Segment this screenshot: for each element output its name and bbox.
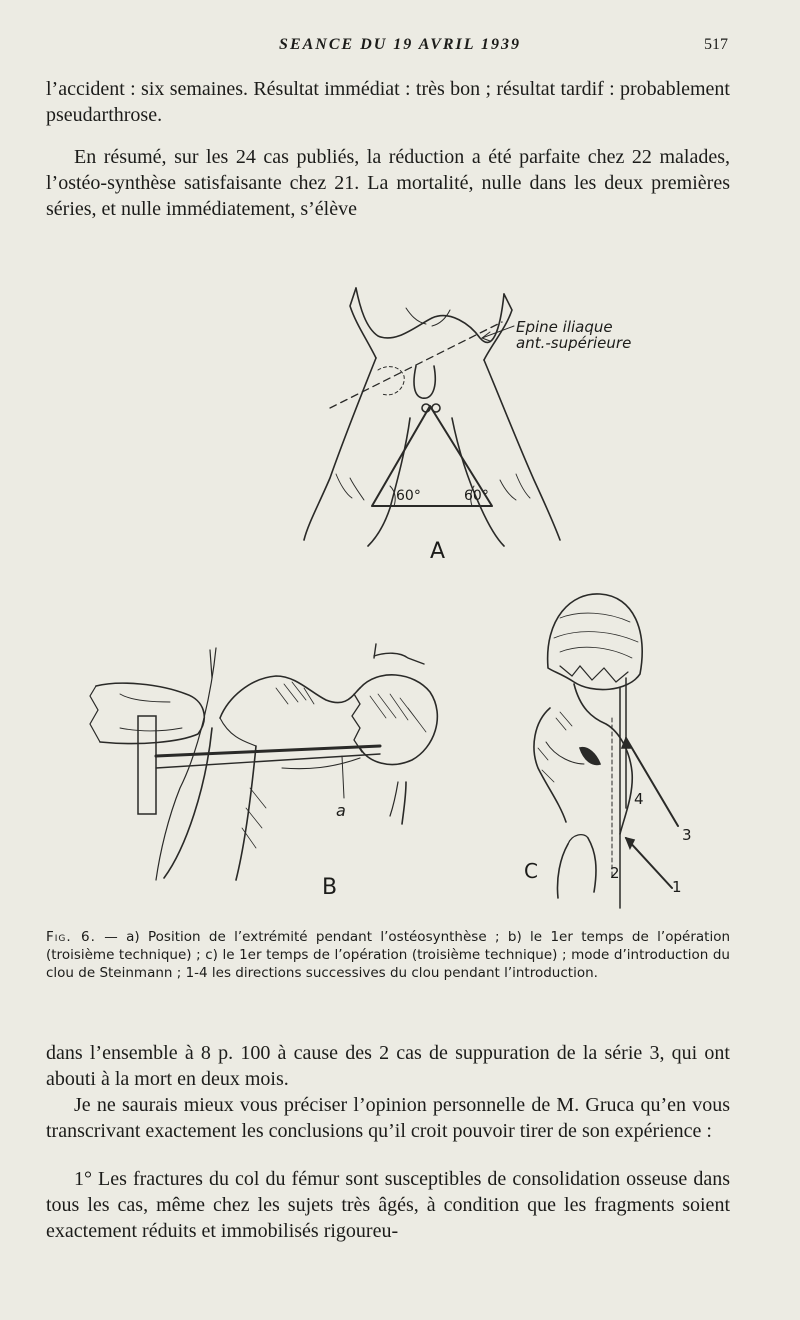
- angle-left-label: 60°: [396, 488, 421, 504]
- panel-b-label: B: [322, 875, 338, 900]
- paragraph-5: 1° Les fractures du col du fémur sont susceptibles de consolidation osseuse dans tous les cas, même chez les sujets très âgés, à condition que les fragments soient exactement réduits et immobilisés rigoureu-: [46, 1168, 730, 1242]
- direction-4-label: 4: [634, 790, 644, 808]
- panel-a-label: A: [430, 539, 446, 564]
- panel-b-drawing: [90, 644, 437, 880]
- figure-6: [60, 248, 740, 918]
- angle-right-label: 60°: [464, 488, 489, 504]
- figure-caption-label: Fig. 6.: [46, 929, 96, 945]
- paragraph-2: En résumé, sur les 24 cas publiés, la réduction a été parfaite chez 22 malades, l’ostéo-synthèse satisfaisante chez 21. La mortalité, nulle dans les deux premières séries, et nulle immédiatement, s’élève: [46, 146, 730, 220]
- paragraph-3: dans l’ensemble à 8 p. 100 à cause des 2 cas de suppuration de la série 3, qui ont abouti à la mort en deux mois.: [46, 1042, 730, 1090]
- direction-3-label: 3: [682, 826, 692, 844]
- running-title: SEANCE DU 19 AVRIL 1939: [279, 36, 521, 53]
- panel-c-drawing: [534, 594, 678, 908]
- figure-caption-text: — a) Position de l’extrémité pendant l’ostéosynthèse ; b) le 1er temps de l’opération (troisième technique) ; c) le 1er temps de l’opération (troisième technique) ; mode d’introduction du clou de Steinmann ; 1-4 les directions successives du clou pendant l’introduction.: [46, 929, 731, 981]
- spine-label-line1: Epine iliaque: [516, 318, 613, 336]
- panel-c-label: C: [524, 859, 538, 883]
- paragraph-4: Je ne saurais mieux vous préciser l’opinion personnelle de M. Gruca qu’en vous transcrivant exactement les conclusions qu’il croit pouvoir tirer de son expérience :: [46, 1094, 730, 1142]
- page-number: 517: [704, 36, 728, 53]
- direction-1-label: 1: [672, 878, 682, 896]
- figure-caption: [46, 928, 730, 982]
- small-a-label: a: [336, 801, 346, 820]
- spine-label-line2: ant.-supérieure: [516, 334, 632, 352]
- direction-2-label: 2: [610, 864, 620, 882]
- paragraph-1: l’accident : six semaines. Résultat immédiat : très bon ; résultat tardif : probablement pseudarthrose.: [46, 78, 730, 126]
- figure-6-illustration: [60, 248, 740, 918]
